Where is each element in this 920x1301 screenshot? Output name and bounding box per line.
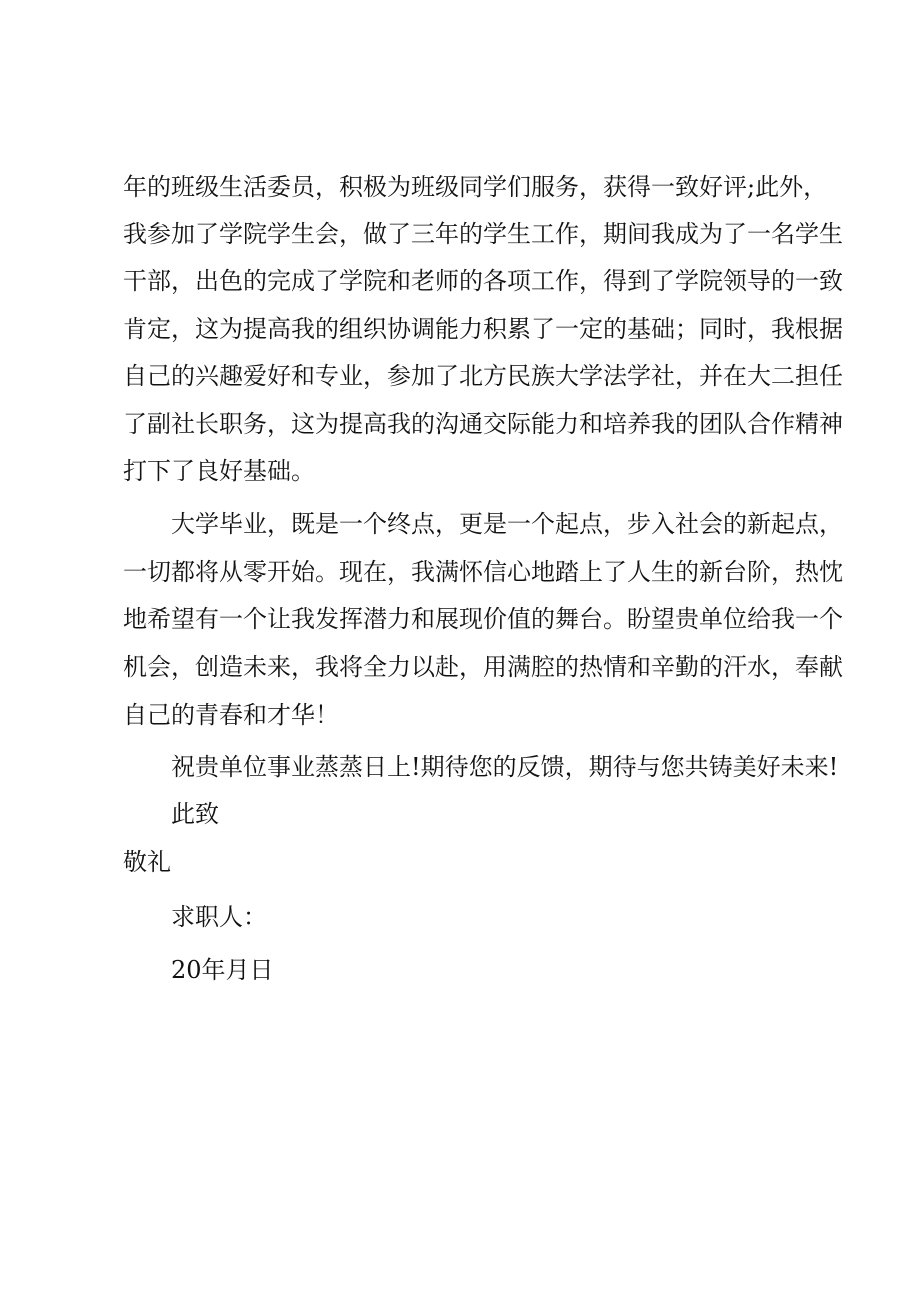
paragraph-2-line-1: 大学毕业，既是一个终点，更是一个起点，步入社会的新起点， — [171, 510, 843, 538]
paragraph-1-line-7: 打下了良好基础。 — [123, 457, 315, 485]
paragraph-2-line-2: 一切都将从零开始。现在，我满怀信心地踏上了人生的新台阶，热忱 — [123, 558, 843, 586]
paragraph-1-line-1: 年的班级生活委员，积极为班级同学们服务，获得一致好评;此外， — [123, 173, 828, 201]
paragraph-1-line-5: 自己的兴趣爱好和专业，参加了北方民族大学法学社，并在大二担任 — [123, 362, 843, 390]
paragraph-2-line-5: 自己的青春和才华！ — [123, 701, 339, 729]
paragraph-1-line-2: 我参加了学院学生会，做了三年的学生工作，期间我成为了一名学生 — [123, 220, 843, 248]
date-line: 20年月日 — [171, 956, 274, 984]
salute-line: 敬礼 — [123, 848, 171, 876]
paragraph-1-line-3: 干部，出色的完成了学院和老师的各项工作，得到了学院领导的一致 — [123, 267, 843, 295]
paragraph-1-line-6: 了副社长职务，这为提高我的沟通交际能力和培养我的团队合作精神 — [123, 410, 843, 438]
paragraph-1-line-4: 肯定，这为提高我的组织协调能力积累了一定的基础；同时，我根据 — [123, 315, 843, 343]
wish-line: 祝贵单位事业蒸蒸日上!期待您的反馈，期待与您共铸美好未来! — [171, 753, 839, 781]
closing-line: 此致 — [171, 800, 219, 828]
paragraph-2-line-4: 机会，创造未来，我将全力以赴，用满腔的热情和辛勤的汗水，奉献 — [123, 653, 843, 681]
paragraph-2-line-3: 地希望有一个让我发挥潜力和展现价值的舞台。盼望贵单位给我一个 — [123, 605, 843, 633]
applicant-label: 求职人： — [171, 903, 267, 931]
